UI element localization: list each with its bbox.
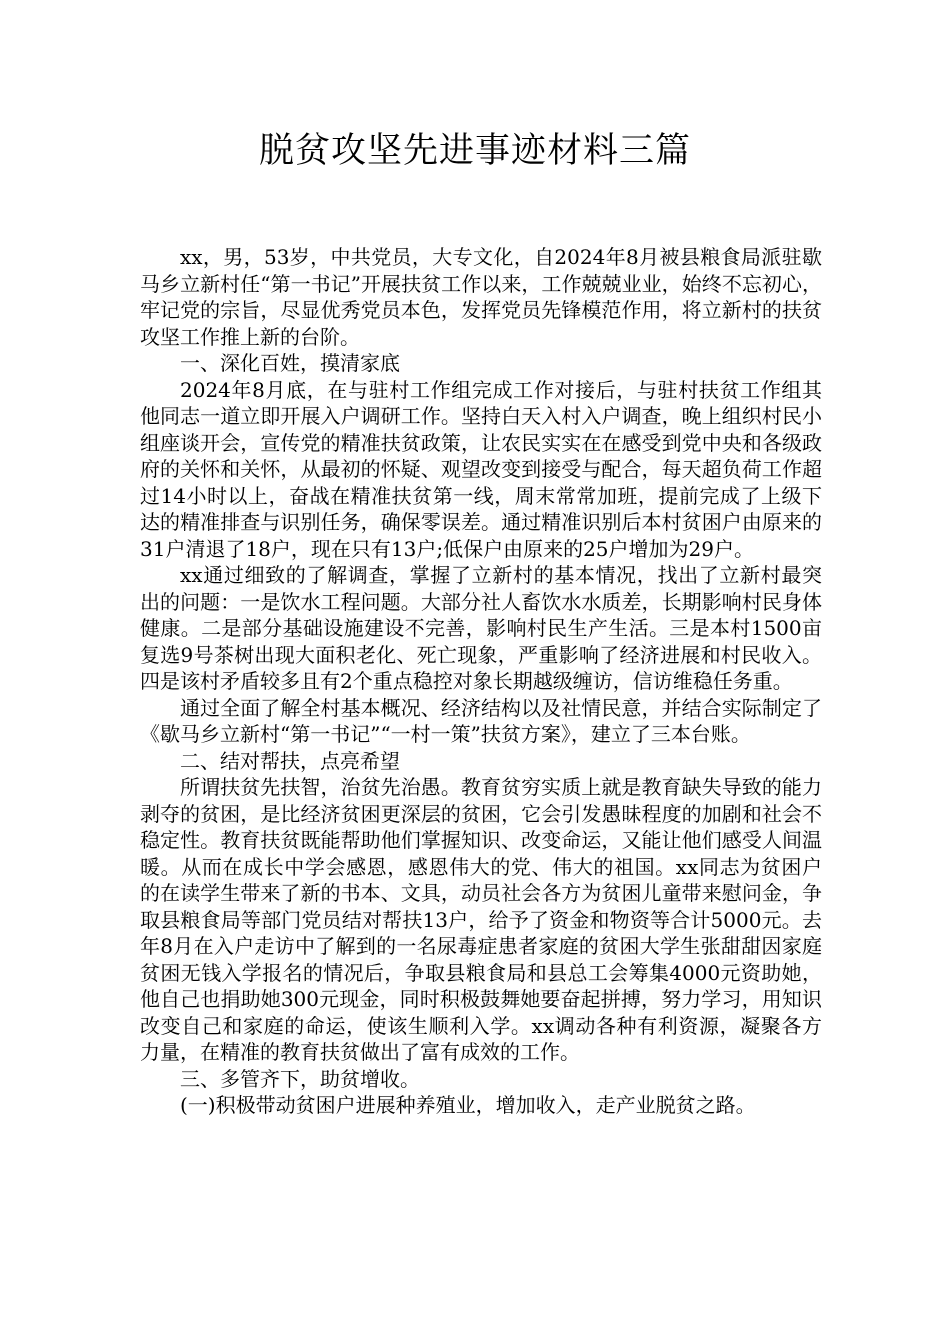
paragraph: 2024年8月底，在与驻村工作组完成工作对接后，与驻村扶贫工作组其他同志一道立即开展入户调研工作。坚持白天入村入户调查，晚上组织村民小组座谈开会，宣传党的精准扶贫政策，让农民实实在在感受到党中央和各级政府的关怀和关怀，从最初的怀疑、观望改变到接受与配合，每天超负荷工作超过14小时以上，奋战在精准扶贫第一线，周末常常加班，提前完成了上级下达的精准排查与识别任务，确保零误差。通过精准识别后本村贫困户由原来的31户清退了18户，现在只有13户;低保户由原来的25户增加为29户。	[140, 377, 822, 561]
paragraph: 通过全面了解全村基本概况、经济结构以及社情民意，并结合实际制定了《歇马乡立新村“第一书记”“一村一策”扶贫方案》，建立了三本台账。	[140, 695, 822, 746]
paragraph-intro: xx，男，53岁，中共党员，大专文化，自2024年8月被县粮食局派驻歇马乡立新村任“第一书记”开展扶贫工作以来，工作兢兢业业，始终不忘初心，牢记党的宗旨，尽显优秀党员本色，发挥党员先锋模范作用，将立新村的扶贫攻坚工作推上新的台阶。	[140, 245, 822, 349]
paragraph: (一)积极带动贫困户进展种养殖业，增加收入，走产业脱贫之路。	[180, 1093, 756, 1117]
section-heading-3: 三、多管齐下，助贫增收。	[180, 1066, 420, 1091]
section-heading-2: 二、结对帮扶，点亮希望	[180, 748, 400, 773]
document-title: 脱贫攻坚先进事迹材料三篇	[258, 131, 691, 171]
paragraph: 所谓扶贫先扶智，治贫先治愚。教育贫穷实质上就是教育缺失导致的能力剥夺的贫困，是比经济贫困更深层的贫困，它会引发愚昧程度的加剧和社会不稳定性。教育扶贫既能帮助他们掌握知识、改变命运，又能让他们感受人间温暖。从而在成长中学会感恩，感恩伟大的党、伟大的祖国。xx同志为贫困户的在读学生带来了新的书本、文具，动员社会各方为贫困儿童带来慰问金，争取县粮食局等部门党员结对帮扶13户，给予了资金和物资等合计5000元。去年8月在入户走访中了解到的一名尿毒症患者家庭的贫困大学生张甜甜因家庭贫困无钱入学报名的情况后，争取县粮食局和县总工会筹集4000元资助她，他自己也捐助她300元现金，同时积极鼓舞她要奋起拼搏，努力学习，用知识改变自己和家庭的命运，使该生顺利入学。xx调动各种有利资源，凝聚各方力量，在精准的教育扶贫做出了富有成效的工作。	[140, 775, 822, 1064]
section-heading-1: 一、深化百姓，摸清家底	[180, 351, 400, 375]
paragraph: xx通过细致的了解调查，掌握了立新村的基本情况，找出了立新村最突出的问题：一是饮水工程问题。大部分社人畜饮水水质差，长期影响村民身体健康。二是部分基础设施建设不完善，影响村民生产生活。三是本村1500亩复选9号茶树出现大面积老化、死亡现象，严重影响了经济进展和村民收入。四是该村矛盾较多且有2个重点稳控对象长期越级缠访，信访维稳任务重。	[140, 563, 822, 693]
document-body	[140, 244, 822, 1119]
